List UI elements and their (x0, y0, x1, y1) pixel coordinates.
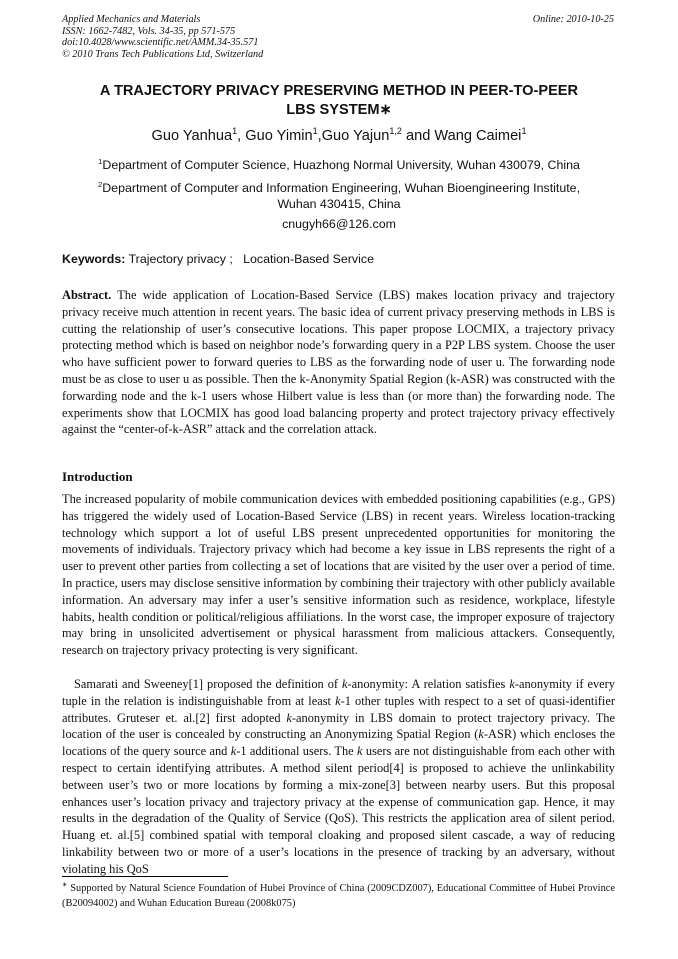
paragraph-text-segment: k (509, 677, 515, 691)
copyright-line: © 2010 Trans Tech Publications Ltd, Switzerland (62, 48, 264, 60)
footnote (62, 881, 615, 911)
journal-name: Applied Mechanics and Materials (62, 14, 201, 25)
paragraph-text-segment: k (357, 744, 363, 759)
keywords-label: Keywords: (62, 252, 126, 266)
paragraph-text-segment: -anonymity if every tuple in the relation is indistinguishable from at least (62, 677, 615, 708)
paragraph-text-segment: k (230, 744, 237, 759)
footnote-rule (62, 876, 228, 877)
author-affiliation-mark: 1 (312, 126, 318, 137)
footnote-mark: ∗ (62, 881, 68, 889)
paragraph-text-segment: -1 other tuples with respect to a set of quasi-identifier attributes. Gruteser et. al.[2] first adopted (62, 693, 615, 725)
paragraph-text-segment: Samarati and Sweeney[1] proposed the definition of (74, 677, 342, 691)
paragraph-text-segment: -1 additional users. The (236, 744, 358, 759)
paragraph-text-segment: k (478, 727, 484, 742)
paragraph-text-segment: k (286, 710, 292, 725)
issn-line: ISSN: 1662-7482, Vols. 34-35, pp 571-575 (62, 25, 236, 37)
title-line-1: A TRAJECTORY PRIVACY PRESERVING METHOD IN PEER-TO-PEER (99, 83, 579, 99)
author-name: Guo Yanhua (151, 128, 233, 144)
author-name: Guo Yajun (321, 128, 390, 144)
paragraph-text-segment: k (335, 693, 341, 708)
intro-paragraph-1: The increased popularity of mobile communication devices with embedded positioning capabilities (e.g., GPS) has triggered the widely used of Location-Based Service (LBS) in recent years. Wireless location-tracking technology which support a lot of useful LBS present unprecedented opportunities for monitoring the movements of individuals. Trajectory privacy which had become a key issue in LBS represents the right of a user to prevent other parties from collecting a set of locations that are visited by the user over a period of time. In practice, users may disclose sensitive information by combining their trajectory with other publicly available information. An adversary may infer a user’s sensitive information such as residence, workplace, lifestyle habits, health condition or political/religious affiliations. In the worst case, the improper exposure of trajectory may bring in unsolicited advertisement or physical harassment from malicious attackers. Consequently, research on trajectory privacy protecting is very significant. (62, 492, 615, 658)
online-date: Online: 2010-10-25 (532, 14, 614, 25)
paragraph-text-segment: users are not distinguishable from each other with respect to certain identifying attributes. A method silent period[4] is proposed to achieve the unlinkability between user’s two or more locations by forming a mix-zone[3] between nearby users. But this proposal enhances user’s location privacy and trajectory privacy at the expense of communication gap. Hence, it may results in the degradation of the Quality of Service (QoS). This restricts the application area of silent period. Huang et. al.[5] combined spatial with temporal cloaking and proposed silent cascade, a way of reducing linkability between two or more of a user’s locations in the presence of tracking by an adversary, without violating his QoS (62, 744, 615, 876)
author-affiliation-mark: 1 (521, 126, 527, 137)
affiliation-1: $^1$Department of Computer Science, Huazhong Normal University, Wuhan 430079, China (98, 156, 580, 172)
abstract-text: The wide application of Location-Based Service (LBS) makes location privacy and trajectory privacy receive much attention in recent years. The basic idea of current privacy preserving methods in LBS is cutting the relationship of user’s consecutive locations. This paper propose LOCMIX, a trajectory privacy protecting method which is based on neighbor node’s forwarding query in a P2P LBS system. Choose the user who have sufficient power to forward queries to LBS as the forwarding node of user u. The forwarding node must be as close to user u as possible. Then the k-Anonymity Spatial Region (k-ASR) was constructed with the forwarding node and the k-1 users whose Hilbert value is less than (or more than) the forwarding node. The experiments show that LOCMIX has good load balancing property and protect trajectory privacy effectively against the “center-of-k-ASR” attack and the correlation attack. (62, 288, 615, 437)
paper-title (62, 82, 616, 120)
doi-line: doi:10.4028/www.scientific.net/AMM.34-35.571 (62, 37, 259, 49)
author-name: Wang Caimei (434, 128, 522, 144)
keywords-line (62, 252, 374, 266)
title-footnote-mark: ∗ (379, 102, 392, 118)
footnote-text: Supported by Natural Science Foundation of Hubei Province of China (2009CDZ007), Educational Committee of Hubei Province (B20094002) and Wuhan Education Bureau (2008k075) (62, 883, 615, 909)
paragraph-text-segment: k (342, 677, 348, 691)
title-line-2: LBS SYSTEM∗ (286, 102, 392, 118)
section-heading-introduction: Introduction (62, 469, 133, 484)
keywords-text: Trajectory privacy ; Location-Based Service (125, 252, 374, 266)
author-affiliation-mark: 1,2 (389, 126, 402, 137)
affiliation-2: $^2$Department of Computer and Information Engineering, Wuhan Bioengineering Institute, Wuhan 430415, China (97, 179, 581, 211)
author-name: Guo Yimin (245, 128, 313, 144)
intro-paragraph-2 (62, 676, 615, 878)
abstract-paragraph (62, 287, 615, 438)
paragraph-text-segment: -anonymity in LBS domain to protect trajectory privacy. The location of the user is concealed by constructing an Anonymizing Spatial Region ( (62, 710, 615, 742)
author-list: Guo Yanhua$^1$, Guo Yimin$^1$,Guo Yajun$^{1,2}$ and Wang Caimei$^1$ (151, 126, 527, 144)
paragraph-text-segment: -anonymity: A relation satisfies (347, 677, 510, 691)
author-affiliation-mark: 1 (232, 126, 238, 137)
paragraph-text-segment: -ASR) which encloses the locations of the query source and (62, 727, 616, 759)
email-address: cnugyh66@126.com (282, 217, 396, 231)
abstract-label: Abstract. (62, 288, 112, 302)
journal-header (62, 14, 263, 60)
